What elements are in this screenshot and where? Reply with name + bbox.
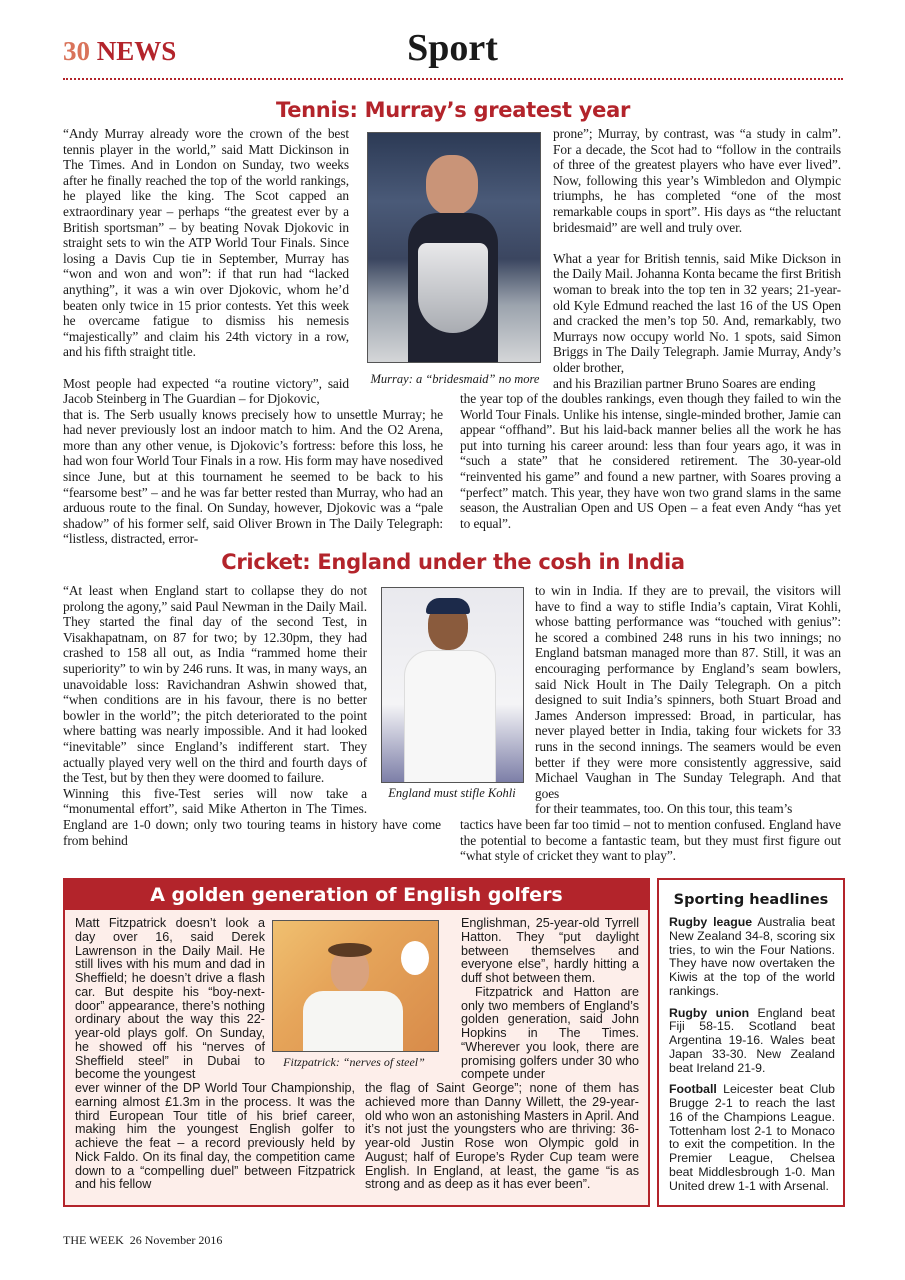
golf-feature-box bbox=[63, 878, 650, 1207]
cricket-caption: England must stifle Kohli bbox=[388, 786, 516, 800]
golf-text-3: Englishman, 25-year-old Tyrrell Hatton. They “put daylight between themselves and everyone else”, hardly hitting a duff shot between them. bbox=[461, 916, 639, 985]
golf-caption: Fitzpatrick: “nerves of steel” bbox=[283, 1055, 425, 1069]
headline-item bbox=[669, 1007, 835, 1076]
headline-text: England beat Fiji 58-15. Scotland beat Argentina 19-16. Wales beat Japan 33-30. New Zealand beat Ireland 21-9. bbox=[669, 1005, 835, 1075]
golf-right-column bbox=[365, 917, 639, 1192]
publication-name: THE WEEK bbox=[63, 1233, 124, 1247]
footer bbox=[63, 1233, 222, 1248]
cricket-text-5: tactics have been far too timid – not to mention confused. England have the potential to become a fantastic team, but they must first figure out “what style of cricket they want to play”. bbox=[460, 816, 841, 864]
golf-text-1: Matt Fitzpatrick doesn’t look a day over 16, said Derek Lawrenson in the Daily Mail. He still lives with his mum and dad in Sheffield; he doesn’t drive a flash car. But despite his “boy-next-door” appearance, there’s nothing ordinary about the way this 22-year-old plays golf. On Sunday, he showed off his “nerves of Sheffield steel” in Dubai to become the youngest bbox=[75, 916, 265, 1082]
headline-label: Rugby union bbox=[669, 1005, 750, 1020]
tennis-text-4: prone”; Murray, by contrast, was “a study in calm”. For a decade, the Scot had to “follow in the contrails of three of the greatest players who have ever lived”. Now, following this year’s Wimbledon and Olympic triumphs, he has completed “one of the most remarkable coups in sport”. His days as “the reluctant bridesmaid” are well and truly over. bbox=[553, 126, 841, 235]
golf-text-5: the flag of Saint George”; none of them has achieved more than Danny Willett, the 29-year-old who won an astonishing Masters in April. And it’s not just the youngsters who are thriving: 36-year-old Justin Rose won Olympic gold in August; half of Europe’s Ryder Cup team were English. In England, at least, the game “is as strong and as deep as it has ever been”. bbox=[365, 1081, 639, 1192]
photo-space bbox=[365, 917, 461, 1082]
sporting-headlines-title: Sporting headlines bbox=[673, 892, 829, 908]
cricket-text-2: Winning this five-Test series will now take a “monumental effort”, said Mike Atherton in The Times. England are 1-0 down; only two touring teams in history have come from behind bbox=[63, 785, 441, 848]
headline-label: Football bbox=[669, 1082, 717, 1097]
photo-space bbox=[460, 583, 535, 809]
tennis-text-5: What a year for British tennis, said Mike Dickson in the Daily Mail. Johanna Konta became the first British woman to break into the top ten in 32 years; 21-year-old Kyle Edmund reached the last 16 of the US Open and cracked the men’s top 50. And, remarkably, two Murrays now occupy world No. 1 spots, said Simon Briggs in The Daily Telegraph. Jamie Murray, Andy’s older brother, bbox=[553, 250, 842, 375]
tennis-text-7: the year top of the doubles rankings, even though they failed to win the World Tour Finals. Unlike his intense, single-minded brother, Jamie can appear “offhand”. But his laid-back manner belies all the work he has put into turning his career around: less than four years ago, it was in “such a state” that he considered retirement. The 30-year-old “reinvented his game” and found a new partner, with Soares proving a “perfect” match. This year, they have won two grand slams in the same season, the Australian Open and US Open – a feat even Andy “has yet to equal”. bbox=[460, 391, 841, 531]
cricket-text-1: “At least when England start to collapse they do not prolong the agony,” said Paul Newman in the Daily Mail. They started the final day of the second Test, in Visakhapatnam, on 87 for two; by 12.30pm, they had crashed to 158 all out, as India “rammed home their superiority” to win by 246 runs. It was, in many ways, an unavoidable loss: Ravichandran Ashwin showed that, “when conditions are in his favour, there is no better bowler in the world”; the pitch deteriorated to the point where batting was nearly impossible. And it had looked “inevitable” since England’s indifferent start. They actually played very well on the third and fourth days of the Test, but by then they were doomed to failure. bbox=[63, 583, 367, 786]
headline-text: Australia beat New Zealand 34-8, scoring six tries, to win the Four Nations. They have now overtaken the Kiwis at the top of the world rankings. bbox=[669, 915, 835, 998]
sporting-headlines-box bbox=[657, 878, 845, 1207]
page-number: 30 bbox=[63, 36, 90, 66]
tennis-text-6: and his Brazilian partner Bruno Soares are ending bbox=[553, 375, 816, 391]
tennis-text-3: that is. The Serb usually knows precisely how to unsettle Murray; he had never previously lost an indoor match to him. And the O2 Arena, more than any other venue, is Djokovic’s fortress: before this loss, he had won four World Tour Finals in a row. His form may have nosedived since June, but at this tournament he seemed to be back to his “fearsome best” – and he was far better rested than Murray, who had an arduous route to the final. On Sunday, however, Djokovic was a “pale shadow” of his former self, said Oliver Brown in The Daily Telegraph: “listless, distracted, error- bbox=[63, 406, 443, 547]
photo-space bbox=[460, 126, 553, 390]
golf-headline: A golden generation of English golfers bbox=[65, 880, 648, 910]
header-divider bbox=[63, 78, 843, 80]
issue-date: 26 November 2016 bbox=[129, 1233, 223, 1247]
tennis-headline: Tennis: Murray’s greatest year bbox=[275, 98, 631, 122]
cricket-right-column bbox=[460, 583, 841, 864]
tennis-text-1: “Andy Murray already wore the crown of the best tennis player in the world,” said Matt Dickinson in The Times. And in London on Sunday, two weeks after he finally reached the top of the world rankings, he played like the king. The Scot capped an extraordinary year – perhaps “the greatest ever by a British sportsman” – by beating Novak Djokovic in straight sets to win the ATP World Tour Finals. Since losing a Davis Cup tie in September, Murray has “won and won and won”: if that run had “lacked anything”, it was a win over Djokovic, whom he’d beaten only twice in 15 prior contests. Yet this week he overcame fatigue to dismiss his nemesis “majestically” and claim his 24th victory in a row, and his fifth straight title. bbox=[63, 126, 349, 360]
headline-label: Rugby league bbox=[669, 915, 753, 929]
tennis-text-2: Most people had expected “a routine victory”, said Jacob Steinberg in The Guardian – for Djokovic, bbox=[63, 375, 349, 407]
page-title: Sport bbox=[407, 27, 498, 69]
headline-text: Leicester beat Club Brugge 2-1 to reach the last 16 of the Champions League. Tottenham lost 2-1 to Monaco to exit the competition. In the Premier League, Chelsea beat Middlesbrough 1-0. Man United drew 1-1 with Arsenal. bbox=[669, 1082, 835, 1193]
tennis-right-column bbox=[460, 126, 841, 531]
cricket-text-3: to win in India. If they are to prevail, the visitors will have to find a way to stifle India’s captain, Virat Kohli, whose batting performance was “touched with genius”: he scored a combined 248 runs in his two innings; no England batsman managed more than 87. Still, it was an encouraging performance by England’s seam bowlers, said Nick Hoult in The Daily Telegraph. On a pitch designed to suit India’s spinners, both Stuart Broad and James Anderson impressed: Broad, in particular, has never played better in India, taking four wickets for 33 runs in the second innings. The seamers would be even better if they were more consistently aggressive, said Michael Vaughan in The Sunday Telegraph. And that goes bbox=[535, 583, 841, 801]
section-label bbox=[63, 36, 176, 67]
headlines-list bbox=[669, 916, 835, 1193]
cricket-headline: Cricket: England under the cosh in India bbox=[221, 550, 685, 574]
headline-item bbox=[669, 916, 835, 999]
cricket-text-4: for their teammates, too. On this tour, this team’s bbox=[535, 801, 793, 817]
headline-item bbox=[669, 1083, 835, 1193]
section-name: NEWS bbox=[96, 36, 177, 66]
golf-text-4: Fitzpatrick and Hatton are only two members of England’s golden generation, said John Hopkins in The Times. “Wherever you look, there are promising golfers under 30 who compete under bbox=[461, 984, 639, 1082]
tennis-caption: Murray: a “bridesmaid” no more bbox=[370, 372, 540, 386]
golf-text-2: ever winner of the DP World Tour Championship, earning almost £1.3m in the process. It was the third European Tour title of his brief career, making him the youngest English golfer to achieve the feat – a record previously held by Nick Faldo. On its final day, the competition came down to a “compelling duel” between Fitzpatrick and his fellow bbox=[75, 1081, 355, 1192]
